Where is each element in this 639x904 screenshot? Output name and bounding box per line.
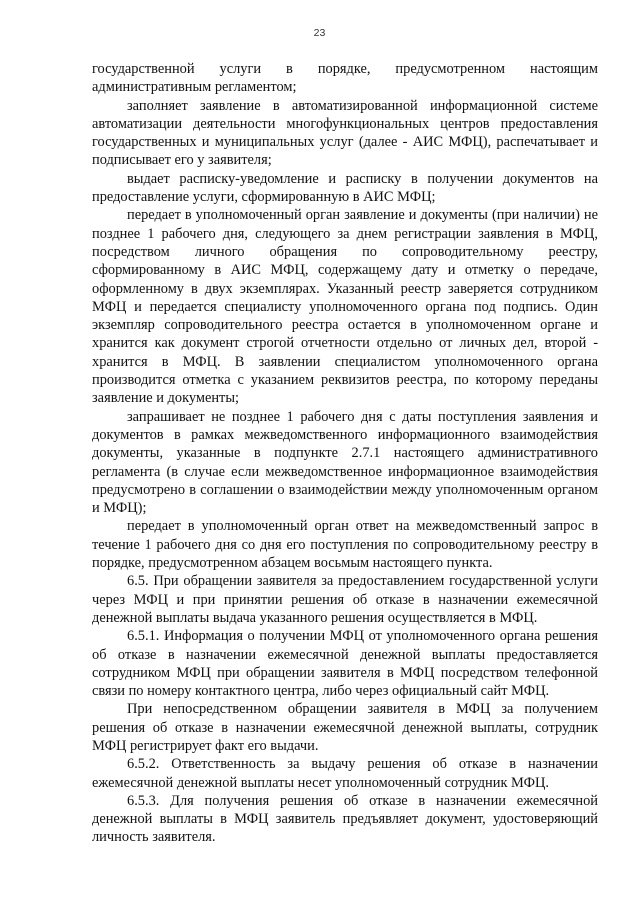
paragraph-issue-receipt: выдает расписку-уведомление и расписку в получении документов на предоставление услуги, сформированную в АИС МФЦ; <box>92 170 598 206</box>
page-number: 23 <box>313 27 326 39</box>
paragraph-transfer-response: передает в уполномоченный орган ответ на межведомственный запрос в течение 1 рабочего дня со дня его поступления по сопроводительному реестру в порядке, предусмотренном абзацем восьмым настоящего пункта. <box>92 518 598 572</box>
paragraph-continuation: государственной услуги в порядке, предусмотренном настоящим административным регламентом; <box>92 61 598 96</box>
paragraph-transfer-documents: передает в уполномоченный орган заявление и документы (при наличии) не позднее 1 рабочего дня, следующего за днем регистрации заявления в МФЦ, посредством личного обращения по сопроводительному реестру, сформированному в АИС МФЦ, содержащему дату и отметку о передаче, оформленному в двух экземплярах. Указанный реестр заверяется сотрудником МФЦ и передается специалисту уполномоченного органа под подпись. Один экземпляр сопроводительного реестра остается в уполномоченном органе и хранится как документ строгой отчетности отдельно от личных дел, второй - хранится в МФЦ. В заявлении специалистом уполномоченного органа производится отметка с указанием реквизитов реестра, по которому переданы заявление и документы; <box>92 207 598 407</box>
paragraph-interagency-request: запрашивает не позднее 1 рабочего дня с даты поступления заявления и документов в рамках межведомственного информационного взаимодействия документы, указанные в подпункте 2.7.1 настоящего административного регламента (в случае если межведомственное информационное взаимодействия предусмотрено в соглашении о взаимодействии между уполномоченным органом и МФЦ); <box>92 408 598 517</box>
paragraph-6-5-1: 6.5.1. Информация о получении МФЦ от уполномоченного органа решения об отказе в назначении ежемесячной денежной выплаты предоставляется сотрудником МФЦ при обращении заявителя в МФЦ посредством телефонной связи по номеру контактного центра, либо через официальный сайт МФЦ. <box>92 628 598 700</box>
body-text <box>92 60 598 847</box>
paragraph-direct-request: При непосредственном обращении заявителя в МФЦ за получением решения об отказе в назначении ежемесячной денежной выплаты, сотрудник МФЦ регистрирует факт его выдачи. <box>92 701 598 754</box>
paragraph-6-5-2: 6.5.2. Ответственность за выдачу решения об отказе в назначении ежемесячной денежной выплаты несет уполномоченный сотрудник МФЦ. <box>92 756 598 791</box>
paragraph-fill-application: заполняет заявление в автоматизированной информационной системе автоматизации деятельности многофункциональных центров предоставления государственных и муниципальных услуг (далее - АИС МФЦ), распечатывает и подписывает его у заявителя; <box>92 97 598 169</box>
paragraph-6-5-3: 6.5.3. Для получения решения об отказе в назначении ежемесячной денежной выплаты в МФЦ заявитель предъявляет документ, удостоверяющий личность заявителя. <box>92 792 598 846</box>
paragraph-6-5: 6.5. При обращении заявителя за предоставлением государственной услуги через МФЦ и при принятии решения об отказе в назначении ежемесячной денежной выплаты выдача указанного решения осуществляется в МФЦ. <box>92 573 598 626</box>
